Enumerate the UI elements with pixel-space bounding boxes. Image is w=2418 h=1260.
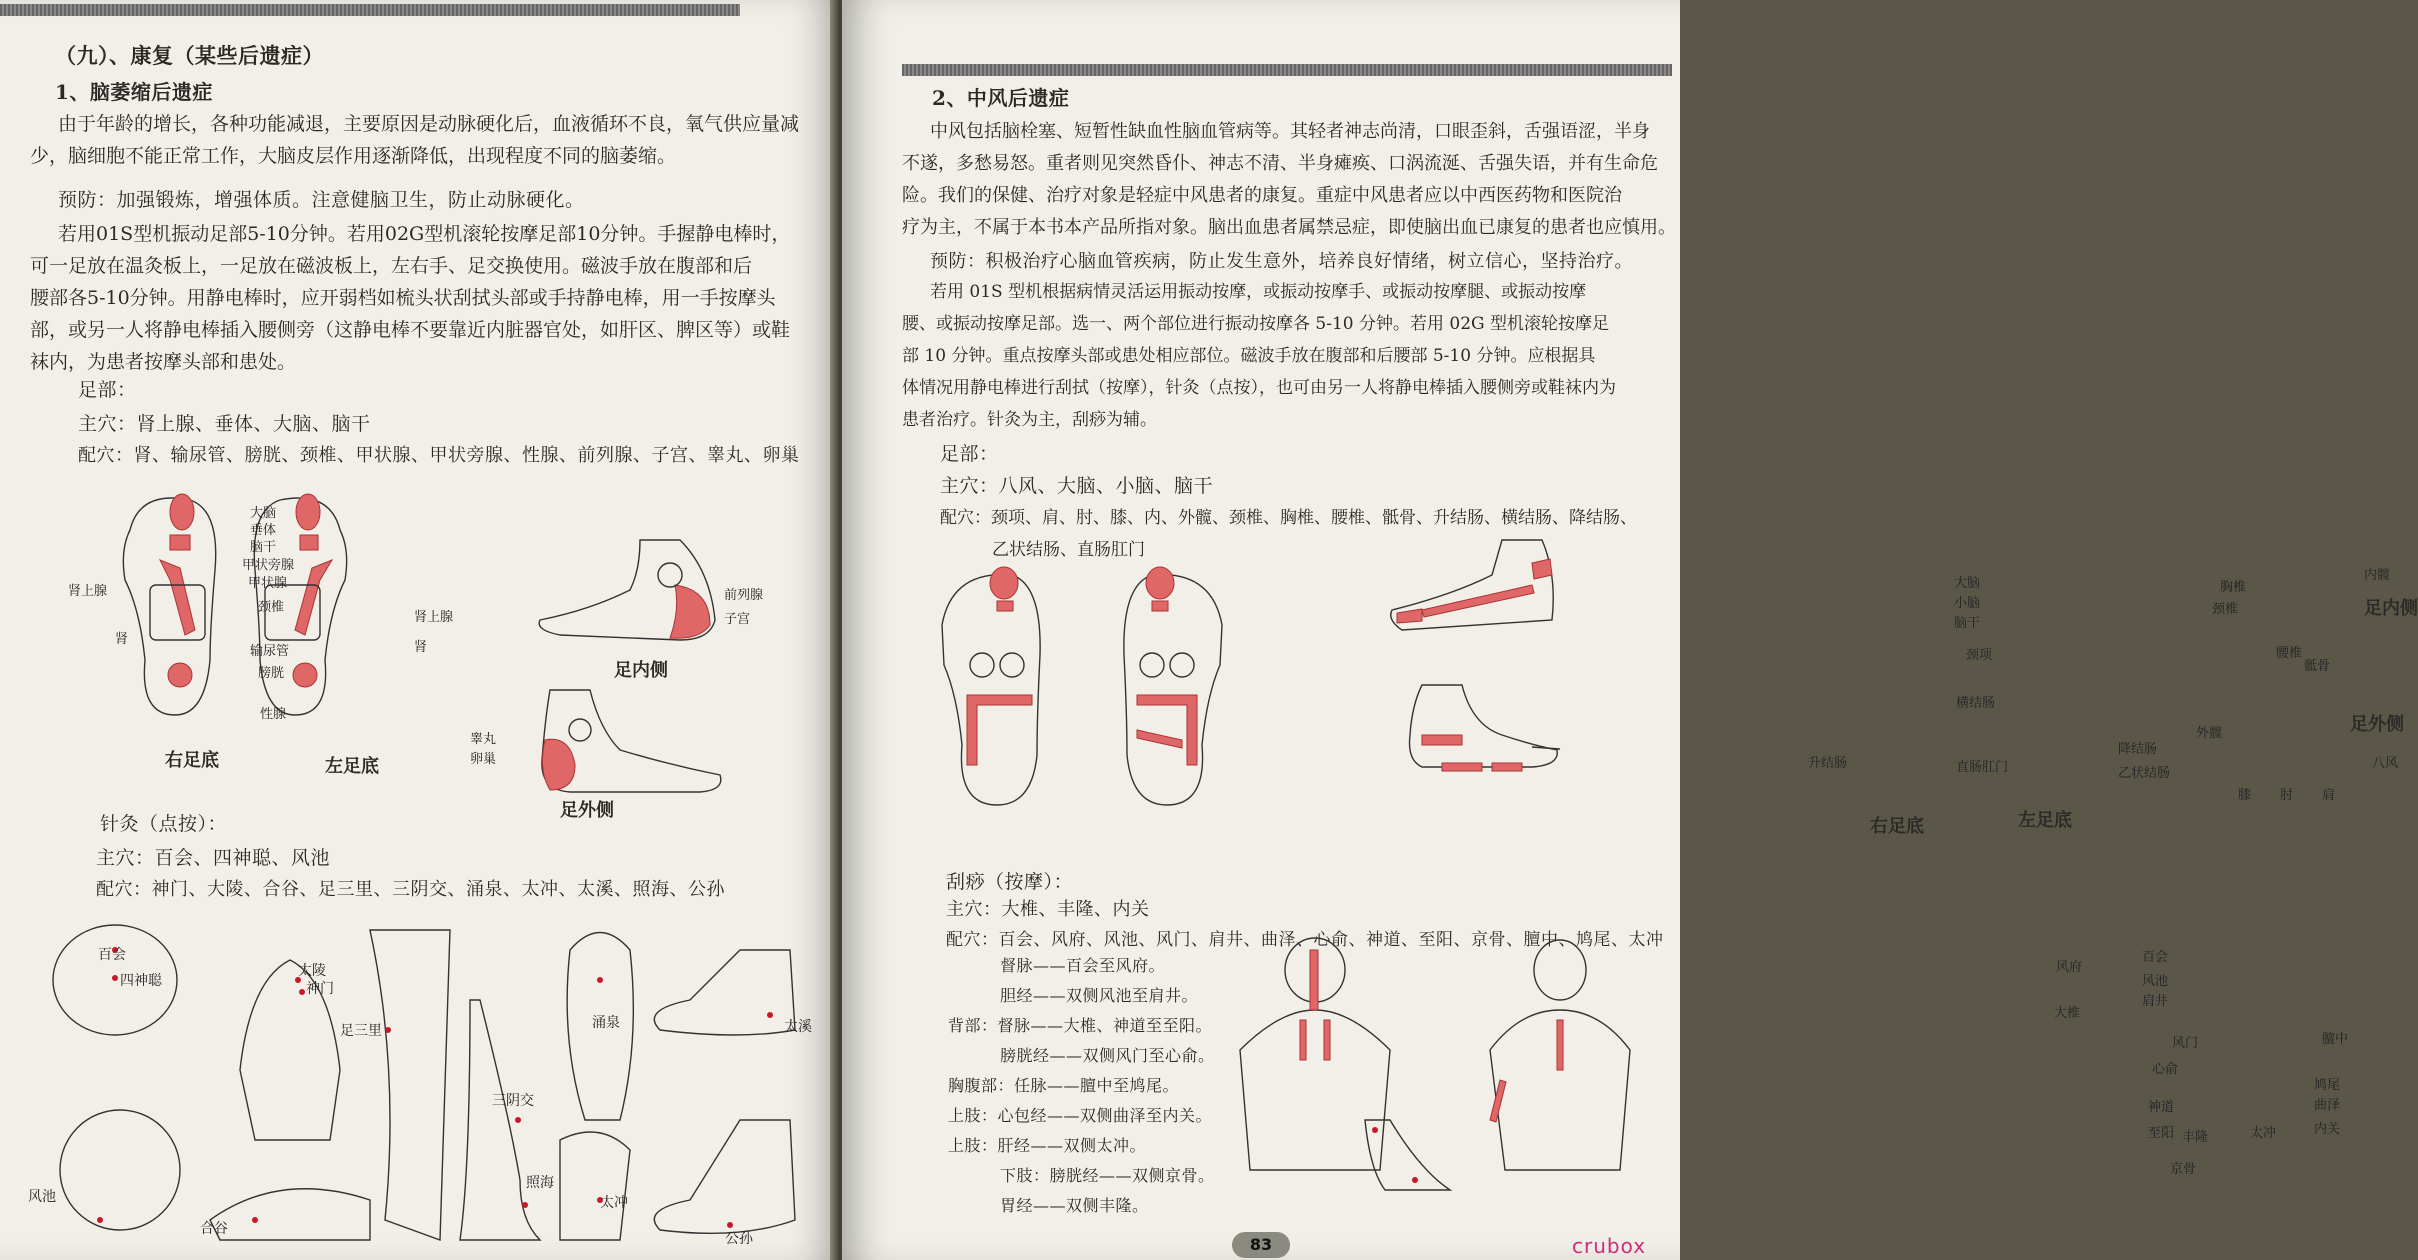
label-sishencong: 四神聪 [120,973,162,989]
label-luanchao: 卵巢 [470,752,497,767]
leg-figure [1365,1120,1450,1190]
text-line: 配穴：颈项、肩、肘、膝、内、外髋、颈椎、胸椎、腰椎、骶骨、升结肠、横结肠、降结肠、 [940,508,1637,528]
scrape-aux-points: 配穴：百会、风府、风池、风门、肩井、曲泽、心俞、神道、至阳、京骨、膻中、鸠尾、太冲 [946,930,1664,950]
label-zusanli: 足三里 [340,1023,382,1039]
label-pangguang: 膀胱 [258,666,285,681]
ankle-sketch [654,950,795,1233]
meridian-line: 背部：督脉——大椎、神道至至阳。 [948,1016,1213,1035]
meridian-line: 督脉——百会至风府。 [1000,956,1166,975]
label-jingzhui: 颈椎 [258,600,285,615]
label-baihui: 百会 [2142,950,2169,965]
section-title: （九）、康复（某些后遗症） [55,43,324,68]
foot-inner-side-diagram [530,530,730,650]
meridian-line: 胸腹部：任脉——膻中至鸠尾。 [948,1076,1180,1095]
inner-side-foot [1391,540,1554,630]
label-taixi: 太溪 [784,1019,812,1035]
label-quze: 曲泽 [2314,1098,2341,1113]
label-shanzhong: 膻中 [2322,1032,2349,1047]
label-jiangjiechang: 降结肠 [2118,742,2158,757]
caption-right-sole: 右足底 [1870,816,1924,837]
label-jian: 肩 [2322,788,2336,803]
label-shenshangxian-left: 肾上腺 [414,610,454,625]
text-line: 部，或另一人将静电棒插入腰侧旁（这静电棒不要靠近内脏器官处，如肝区、脾区等）或鞋 [30,319,791,341]
label-zhou: 肘 [2280,788,2294,803]
text-line: 乙状结肠、直肠肛门 [992,540,1145,560]
aux-points: 配穴：肾、输尿管、膀胱、颈椎、甲状腺、甲状旁腺、性腺、前列腺、子宫、睾丸、卵巢 [78,445,800,466]
label-zhichang: 直肠肛门 [1956,760,2009,775]
label-jinggu: 京骨 [2170,1162,2197,1177]
meridian-line: 上肢：肝经——双侧太冲。 [948,1136,1147,1155]
label-zhiyang: 至阳 [2148,1126,2175,1141]
prevention-text: 预防：积极治疗心脑血管疾病，防止发生意外，培养良好情绪，树立信心，坚持治疗。 [930,251,1633,272]
right-page [842,0,2418,1260]
caption-inner-side: 足内侧 [2364,598,2418,619]
label-zhaohai: 照海 [526,1175,554,1191]
meridian-line: 膀胱经——双侧风门至心俞。 [1000,1046,1215,1065]
label-jiuwei: 鸠尾 [2314,1078,2341,1093]
left-sole [1124,567,1222,805]
text-line: 疗为主，不属于本书本产品所指对象。脑出血患者属禁忌症，即使脑出血已康复的患者也应慎用。 [902,217,1676,238]
label-zigong: 子宫 [724,612,751,627]
label-dazhui: 大椎 [2054,1006,2081,1021]
label-hengjiechang: 横结肠 [1956,696,1996,711]
label-shenshangxian-right: 肾上腺 [68,584,108,599]
outer-side-foot [1410,685,1561,771]
method-paragraph [30,218,790,378]
scrape-label: 刮痧（按摩）： [946,871,1074,893]
caption-inner-side: 足内侧 [614,660,668,681]
leg-sketch [370,930,540,1240]
label-qianliexian: 前列腺 [724,588,764,603]
right-sole [942,567,1040,805]
head-back-sketch [60,1110,180,1230]
left-page [0,0,838,1260]
label-shuniaoguan: 输尿管 [250,644,290,659]
right-sole [123,494,215,715]
text-line: 患者治疗。针灸为主，刮痧为辅。 [902,410,1157,430]
foot-sole-diagram [932,565,1242,810]
caption-outer-side: 足外侧 [560,800,614,821]
label-chuiti: 垂体 [250,523,277,538]
label-neikuan: 内髋 [2364,568,2391,583]
text-line: 可一足放在温灸板上，一足放在磁波板上，左右手、足交换使用。磁波手放在腹部和后 [30,255,753,277]
hand-sketch [210,960,370,1240]
meridian-line: 胃经——双侧丰隆。 [1000,1196,1149,1215]
label-shendao: 神道 [2148,1100,2175,1115]
label-taichong: 太冲 [600,1195,628,1211]
label-bafeng: 八风 [2372,756,2399,771]
intro-paragraph [30,108,799,172]
main-points: 主穴：肾上腺、垂体、大脑、脑干 [78,413,371,435]
text-line: 不遂，多愁易怒。重者则见突然昏仆、神志不清、半身瘫痪、口涡流涎、舌强失语，并有生命危 [902,153,1658,174]
foot-outer-side-diagram [530,680,730,800]
caption-left-sole: 左足底 [325,756,379,777]
page-number: 83 [1232,1232,1290,1258]
caption-left-sole: 左足底 [2018,810,2072,831]
foot-sole-diagram [100,490,390,720]
label-fenglong: 丰隆 [2182,1130,2209,1145]
body-figures [1220,940,1640,1210]
label-fengfu: 风府 [2056,960,2083,975]
label-sanyinjiao: 三阴交 [492,1093,534,1109]
subsection-title: 1、脑萎缩后遗症 [55,80,213,104]
label-baihui: 百会 [98,947,126,963]
meridian-line: 胆经——双侧风池至肩井。 [1000,986,1199,1005]
label-yizhuang: 乙状结肠 [2118,766,2171,781]
main-points: 主穴：八风、大脑、小脑、脑干 [940,475,1214,497]
header-bar [0,4,740,16]
label-gaowan: 睾丸 [470,732,497,747]
label-yongquan: 涌泉 [592,1015,620,1031]
label-waikuan: 外髋 [2196,726,2223,741]
scrape-main-points: 主穴：大椎、丰隆、内关 [946,899,1150,920]
acu-aux-points: 配穴：神门、大陵、合谷、足三里、三阴交、涌泉、太冲、太溪、照海、公孙 [96,879,725,900]
caption-right-sole: 右足底 [165,750,219,771]
meridian-line: 下肢：膀胱经——双侧京骨。 [1000,1166,1215,1185]
label-xiongzhui: 胸椎 [2220,580,2247,595]
label-fengmen: 风门 [2172,1036,2199,1051]
text-line: 腰部各5-10分钟。用静电棒时，应开弱档如梳头状刮拭头部或手持静电棒，用一手按摩头 [30,287,776,309]
text-line: 由于年龄的增长，各种功能减退，主要原因是动脉硬化后，血液循环不良，氧气供应量减 [58,113,800,135]
label-jingzhui: 颈椎 [2212,602,2239,617]
caption-outer-side: 足外侧 [2350,714,2404,735]
text-line: 少，脑细胞不能正常工作，大脑皮层作用逐渐降低，出现程度不同的脑萎缩。 [30,145,677,167]
subsection-title: 2、中风后遗症 [932,86,1070,110]
watermark: crubox [1572,1234,1647,1258]
label-naogan: 脑干 [250,540,277,555]
label-digu: 骶骨 [2304,659,2331,674]
label-xinshu: 心俞 [2152,1062,2179,1077]
text-line: 体情况用静电棒进行刮拭（按摩），针灸（点按），也可由另一人将静电棒插入腰侧旁或鞋袜内为 [902,378,1616,398]
label-hegu: 合谷 [200,1221,228,1237]
label-gongsun: 公孙 [725,1231,753,1247]
acu-main-points: 主穴：百会、四神聪、风池 [96,847,331,869]
foot-side-diagrams [1382,535,1562,795]
label-jianjing: 肩井 [2142,994,2169,1009]
text-line: 袜内，为患者按摩头部和患处。 [30,351,297,373]
text-line: 若用01S型机振动足部5-10分钟。若用02G型机滚轮按摩足部10分钟。手握静电棒时， [58,223,791,245]
prevention-text: 预防：加强锻炼，增强体质。注意健脑卫生，防止动脉硬化。 [58,189,585,211]
text-line: 险。我们的保健、治疗对象是轻症中风患者的康复。重症中风患者应以中西医药物和医院治 [902,185,1622,206]
label-shen-left: 肾 [414,640,428,655]
text-line: 中风包括脑栓塞、短暂性缺血性脑血管病等。其轻者神志尚清，口眼歪斜，舌强语涩，半身 [930,121,1650,142]
text-line: 若用 01S 型机根据病情灵活运用振动按摩，或振动按摩手、或振动按摩腿、或振动按摩 [930,282,1587,302]
label-xiaonao: 小脑 [1954,596,1981,611]
label-neiguan: 内关 [2314,1122,2341,1137]
label-shenmen: 神门 [306,981,334,997]
label-fengchi: 风池 [2142,974,2169,989]
front-figure [1490,940,1630,1170]
meridian-line: 上肢：心包经——双侧曲泽至内关。 [948,1106,1213,1125]
text-line: 部 10 分钟。重点按摩头部或患处相应部位。磁波手放在腹部和后腰部 5-10 分钟。应根据具 [902,346,1596,366]
method-paragraph [902,276,1616,436]
acu-label: 针灸（点按）： [100,813,228,835]
label-shengjiechang: 升结肠 [1808,756,1848,771]
label-yaozhui: 腰椎 [2276,646,2303,661]
label-danao: 大脑 [1954,576,1981,591]
label-shen-right: 肾 [115,632,129,647]
label-danao: 大脑 [250,506,277,521]
label-xi: 膝 [2238,788,2252,803]
header-bar [902,64,1672,76]
label-jiazhuangxian: 甲状腺 [248,576,288,591]
label-daling: 太陵 [298,963,326,979]
label-fengchi: 风池 [28,1189,56,1205]
text-line: 腰、或振动按摩足部。选一、两个部位进行振动按摩各 5-10 分钟。若用 02G 型机滚轮按摩足 [902,314,1610,334]
foot-label: 足部： [78,379,137,401]
intro-paragraph [902,116,1676,244]
label-naogan: 脑干 [1954,616,1981,631]
label-xingxian: 性腺 [260,707,287,722]
label-taichong: 太冲 [2250,1126,2277,1141]
foot-label: 足部： [940,443,999,465]
label-jingxiang: 颈项 [1966,648,1993,663]
label-jiazhuangpangxian: 甲状旁腺 [242,558,295,573]
